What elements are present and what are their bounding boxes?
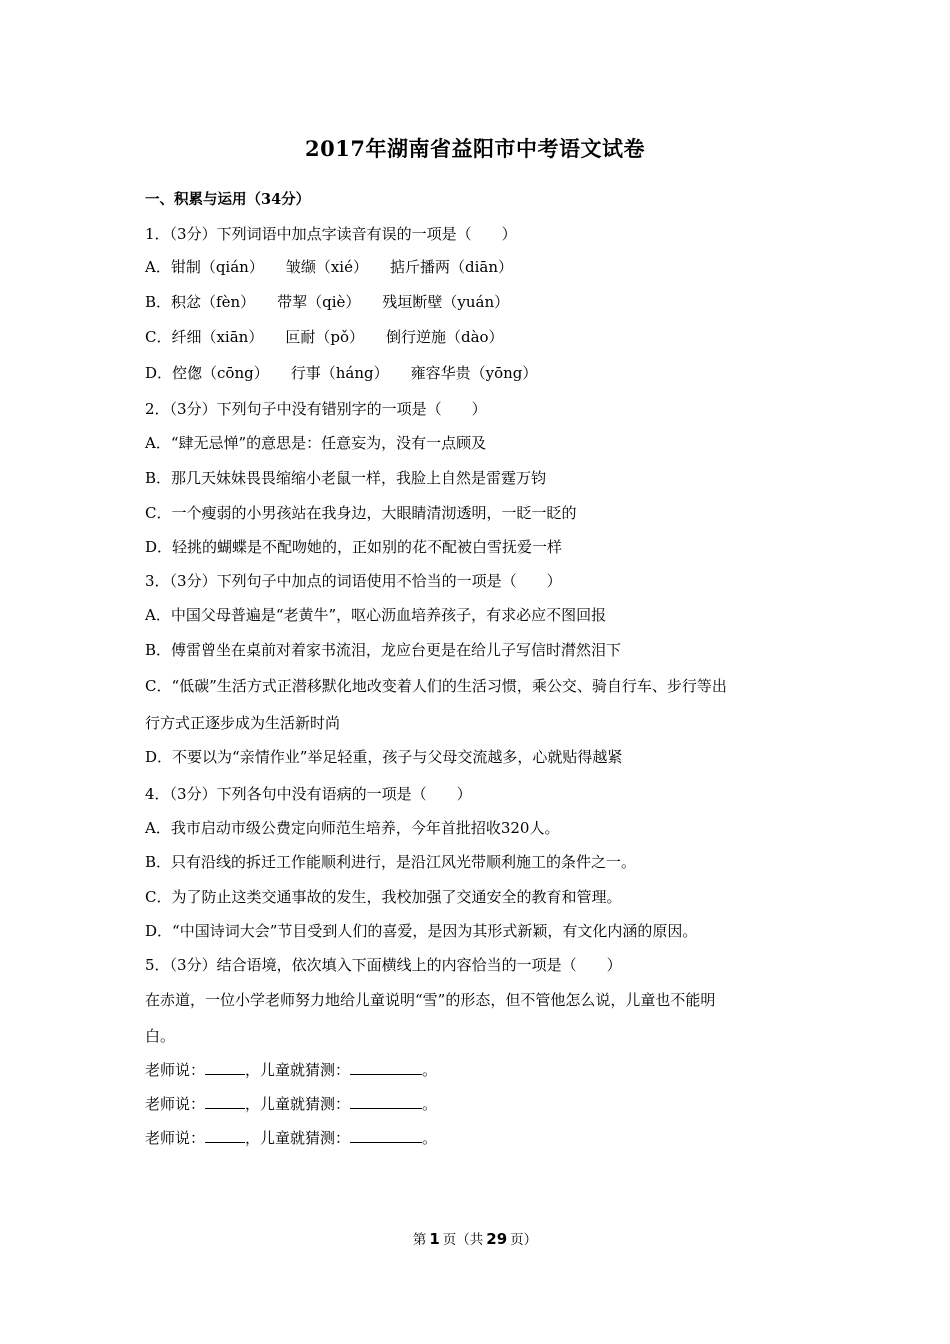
question-5-passage: 在赤道，一位小学老师努力地给儿童说明“雪”的形态，但不管他怎么说，儿童也不能明 [145, 991, 716, 1009]
fill-blank-line [145, 1093, 825, 1115]
option-part: 雍容华贵（yōng） [410, 364, 538, 382]
question-4-option-a: A．我市启动市级公费定向师范生培养，今年首批招收320人。 [145, 819, 560, 837]
teacher-says-label: 老师说： [145, 1129, 206, 1147]
option-part: A．钳制（qián） [145, 258, 264, 276]
option-part: 叵耐（pǒ） [285, 328, 364, 346]
option-part: 倒行逆施（dào） [385, 328, 504, 346]
question-2-stem: 2．（3分）下列句子中没有错别字的一项是（ ） [145, 400, 487, 418]
option-part: B．积忿（fèn） [145, 293, 256, 311]
option-part: C．纤细（xiān） [145, 328, 264, 346]
page-footer [0, 1229, 950, 1250]
question-3-option-d: D．不要以为“亲情作业”举足轻重，孩子与父母交流越多，心就贴得越紧 [145, 748, 623, 766]
question-4-option-b: B．只有沿线的拆迁工作能顺利进行，是沿江风光带顺利施工的条件之一。 [145, 853, 637, 871]
question-3-option-c-continued: 行方式正逐步成为生活新时尚 [145, 714, 341, 732]
period: 。 [422, 1095, 438, 1113]
child-guesses-label: ，儿童就猜测： [245, 1061, 351, 1079]
option-part: 掂斤播两（diān） [389, 258, 513, 276]
blank-5 [205, 1127, 245, 1143]
footer-text: 页） [510, 1232, 538, 1248]
question-1-option-a [145, 256, 825, 278]
page-number: 1 [429, 1230, 440, 1248]
question-5-passage-continued: 白。 [145, 1027, 176, 1045]
option-part: 行事（háng） [290, 364, 389, 382]
total-pages: 29 [486, 1230, 508, 1248]
page-title: 2017年湖南省益阳市中考语文试卷 [305, 136, 645, 161]
question-2-option-c: C．一个瘦弱的小男孩站在我身边，大眼睛清沏透明，一眨一眨的 [145, 504, 577, 522]
blank-2 [350, 1059, 422, 1075]
question-2-option-b: B．那几天妹妹畏畏缩缩小老鼠一样，我脸上自然是雷霆万钧 [145, 469, 547, 487]
period: 。 [422, 1129, 438, 1147]
option-part: 皱缬（xié） [285, 258, 368, 276]
option-part: 带挈（qiè） [277, 293, 361, 311]
section-heading: 一、积累与运用（34分） [145, 191, 311, 208]
blank-6 [350, 1127, 422, 1143]
question-5-stem: 5．（3分）结合语境，依次填入下面横线上的内容恰当的一项是（ ） [145, 956, 622, 974]
period: 。 [422, 1061, 438, 1079]
question-1-option-b [145, 291, 825, 313]
question-1-option-d [145, 362, 825, 384]
blank-4 [350, 1093, 422, 1109]
child-guesses-label: ，儿童就猜测： [245, 1129, 351, 1147]
question-2-option-d: D．轻挑的蝴蝶是不配吻她的，正如别的花不配被白雪抚爱一样 [145, 538, 563, 556]
question-1-stem: 1．（3分）下列词语中加点字读音有误的一项是（ ） [145, 225, 517, 243]
fill-blank-line [145, 1059, 825, 1081]
option-part: D．倥偬（cōng） [145, 364, 269, 382]
footer-text: 第 [412, 1232, 427, 1248]
question-4-option-d: D．“中国诗词大会”节目受到人们的喜爱，是因为其形式新颖，有文化内涵的原因。 [145, 922, 698, 940]
question-2-option-a: A．“肆无忌惮”的意思是：任意妄为，没有一点顾及 [145, 434, 487, 452]
teacher-says-label: 老师说： [145, 1061, 206, 1079]
fill-blank-line [145, 1127, 825, 1149]
question-3-option-c: C．“低碳”生活方式正潜移默化地改变着人们的生活习惯，乘公交、骑自行车、步行等出 [145, 677, 727, 695]
question-3-option-a: A．中国父母普遍是“老黄牛”，呕心沥血培养孩子，有求必应不图回报 [145, 606, 607, 624]
blank-3 [205, 1093, 245, 1109]
footer-text: 页（共 [442, 1232, 484, 1248]
question-3-stem: 3．（3分）下列句子中加点的词语使用不恰当的一项是（ ） [145, 572, 562, 590]
question-4-option-c: C．为了防止这类交通事故的发生，我校加强了交通安全的教育和管理。 [145, 888, 622, 906]
child-guesses-label: ，儿童就猜测： [245, 1095, 351, 1113]
question-4-stem: 4．（3分）下列各句中没有语病的一项是（ ） [145, 785, 472, 803]
option-part: 残垣断壁（yuán） [382, 293, 510, 311]
blank-1 [205, 1059, 245, 1075]
question-1-option-c [145, 326, 825, 348]
teacher-says-label: 老师说： [145, 1095, 206, 1113]
question-3-option-b: B．傅雷曾坐在桌前对着家书流泪，龙应台更是在给儿子写信时潸然泪下 [145, 641, 622, 659]
